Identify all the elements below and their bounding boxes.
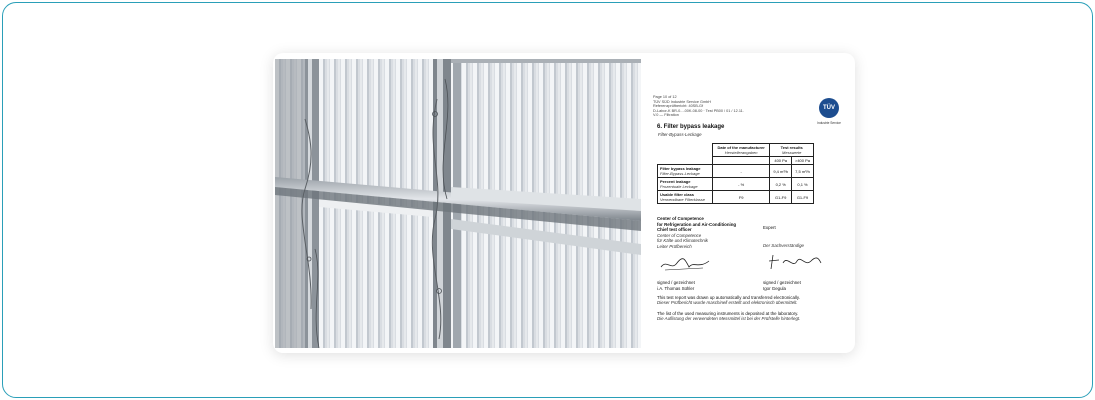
row-label-de: Filter-Bypass-Leckage — [660, 171, 700, 176]
table-subheader-row — [658, 157, 814, 165]
row-label — [658, 191, 713, 204]
header-date — [712, 144, 769, 157]
section-title: 6. Filter bypass leakage — [657, 124, 725, 130]
left-signed-block — [657, 280, 695, 291]
photo-graphic — [275, 59, 641, 348]
signed-name: Igor Gegula — [763, 285, 786, 291]
col-400: 400 Pa — [770, 157, 792, 165]
outer-frame — [2, 2, 1093, 398]
row-label-en: Usable filter class — [660, 192, 695, 197]
signed-line: signed / gezeichnet — [657, 280, 695, 285]
center-line: for Refrigeration and Air-Conditioning — [657, 221, 737, 227]
header-results — [770, 144, 814, 157]
note-instruments — [657, 311, 847, 322]
competence-center-block — [657, 216, 736, 250]
signed-name: i.A. Thomas Sühler — [657, 285, 695, 291]
expert-title-de: Der Sachverständige — [763, 242, 805, 248]
signature-right-icon — [767, 251, 823, 273]
table-cell: F9 — [712, 191, 769, 204]
center-line: Chief test officer — [657, 227, 692, 233]
header-results-label: Test results — [780, 145, 803, 150]
header-line: Referenzprüfbericht: 40SB-Gf — [653, 104, 704, 109]
document-header — [653, 95, 744, 118]
signature-left-icon — [659, 255, 711, 273]
note-line: The list of the used measuring instruments is deposited at the laboratory. — [657, 311, 799, 316]
table-row — [658, 191, 814, 204]
header-line: D-Labor-K BR-0...-00K-08-00 · Test PB00 / 01 / 12.11. — [653, 108, 744, 113]
header-results-label-de: Messwerte — [782, 150, 802, 155]
table-cell: - — [712, 165, 769, 178]
image-card — [273, 53, 855, 353]
row-label-en: Percent leakage — [660, 179, 691, 184]
center-line-de: Center of Competence — [657, 232, 702, 238]
table-cell: 0,2 % — [770, 178, 792, 191]
table-cell: G1-F9 — [791, 191, 813, 204]
header-line: V.0 — Filtration — [653, 113, 679, 118]
table-cell — [712, 157, 769, 165]
expert-title: Expert — [763, 225, 776, 230]
table-cell: 9,4 m³/h — [770, 165, 792, 178]
filter-panels-photo — [275, 59, 641, 348]
table-row — [658, 165, 814, 178]
bypass-leakage-table — [657, 143, 814, 204]
table-cell: 0,1 % — [791, 178, 813, 191]
row-label-en: Filter bypass leakage — [660, 166, 701, 171]
center-line-de: für Kälte und Klimatechnik — [657, 238, 709, 244]
header-date-label-de: Herstellerangaben — [724, 150, 758, 155]
note-line-de: Dieser Prüfbericht wurde maschinell erstellt und elektronisch übermittelt. — [657, 300, 798, 306]
tuv-logo-icon: TÜV — [819, 98, 839, 118]
right-signed-block — [763, 280, 801, 291]
table-corner — [658, 157, 713, 165]
logo-caption: Industrie Service — [817, 121, 841, 125]
signed-line: signed / gezeichnet — [763, 280, 801, 285]
table-row — [658, 178, 814, 191]
table-cell: 7,5 m³/h — [791, 165, 813, 178]
row-label-de: Verwendbare Filterklasse — [660, 197, 705, 202]
note-line: This test report was drawn up automatically and transferred electronically. — [657, 295, 800, 300]
test-report-page — [641, 59, 851, 348]
row-label-de: Prozentuale Leckage — [660, 184, 698, 189]
header-line: TÜV SÜD Industrie Service GmbH — [653, 99, 712, 104]
table-cell: G1-F9 — [770, 191, 792, 204]
center-line: Center of Competence — [657, 216, 704, 221]
table-cell: - % — [712, 178, 769, 191]
row-label — [658, 178, 713, 191]
center-line-de: Leiter Prüfbereich — [657, 243, 692, 249]
row-label — [658, 165, 713, 178]
header-line: Page 10 of 12 — [653, 95, 677, 99]
col-gt400: >400 Pa — [791, 157, 813, 165]
header-date-label: Date of the manufacturer — [717, 145, 765, 150]
table-corner — [658, 144, 713, 157]
section-subtitle: Filter-Bypass-Leckage — [658, 132, 702, 137]
note-electronic — [657, 295, 847, 306]
expert-block — [763, 225, 804, 248]
table-header-row — [658, 144, 814, 157]
note-line-de: Die Auflistung der verwendeten Messmittel ist bei der Prüfstelle hinterlegt. — [657, 316, 801, 322]
